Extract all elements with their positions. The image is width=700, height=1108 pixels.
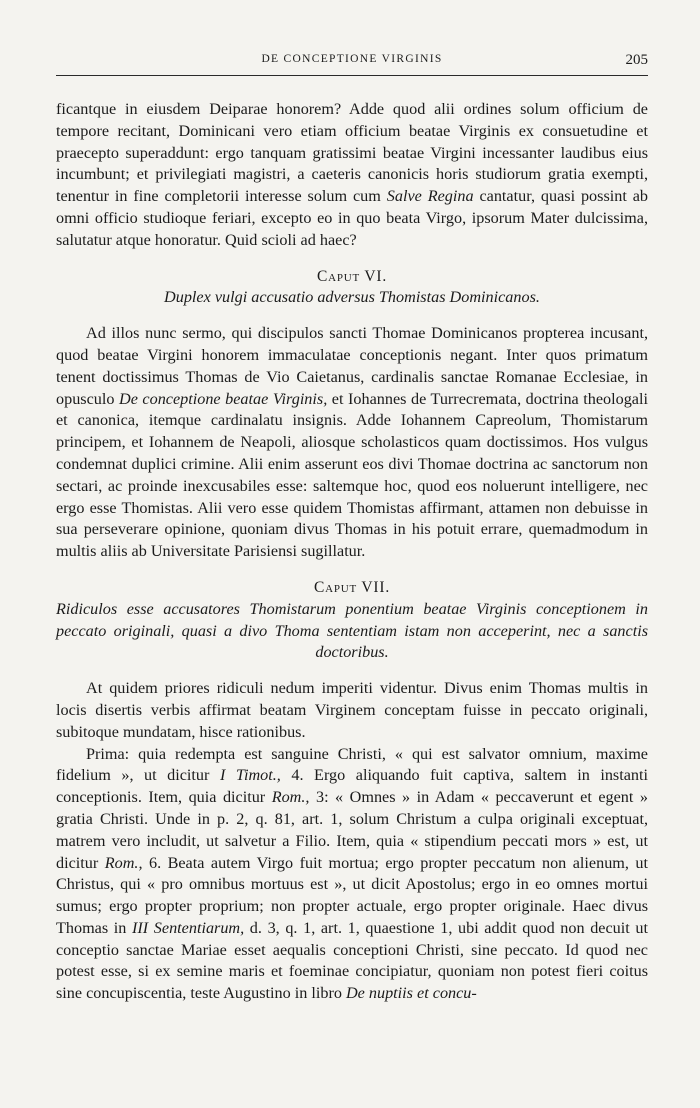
running-head xyxy=(56,52,648,74)
italic-run: Rom., xyxy=(104,853,143,872)
paragraph xyxy=(56,744,648,1006)
header-rule xyxy=(56,75,648,76)
text-run: Prima: quia redempta est sanguine Christi, « qui est salvator omnium, maxime fidelium », ut dicitur xyxy=(56,744,648,785)
italic-run: I Timot., xyxy=(219,766,281,785)
text-run: et Iohannes de Turrecremata, doctrina theologali et canonica, itemque cardinalatu insignis. Adde Iohannem Capreolum, Thomistarum principem, et Iohannem de Neapoli, aliosque scholasticos quam doctissimos. Hos vulgus condemnat duplici crimine. Alii enim asserunt eos divi Thomae doctrina ac sanctorum non sectari, ac proinde inexcusabiles esse: saltemque hoc, quod eos noluerunt intelligere, nec ergo esse Thomistas. Alii vero esse quidem Thomistas affirmant, attamen non debuisse in sua perseverare opinione, quoniam divus Thomas in his potuit errare, quemadmodum in multis aliis ab Universitate Parisiensi sugillatur. xyxy=(56,389,648,561)
text-run: 6. Beata autem Virgo fuit mortua; ergo propter peccatum non alienum, ut Christus, qui « pro omnibus mortuus est », ut dicit Apostolus; ergo in eo omnes mortui sumus; ergo propter proprium; non propter actuale, ergo propter originale. Haec divus Thomas in xyxy=(56,853,648,937)
running-title: DE CONCEPTIONE VIRGINIS xyxy=(261,53,443,65)
chapter-heading-6: Caput VI. xyxy=(316,267,388,285)
text-run: cantatur, quasi possint ab omni officio studioque feriari, excepto eo in quo beata Virgo, ipsorum Mater dulcissima, salutatur atque honoratur. Quid scioli ad haec? xyxy=(56,187,649,249)
text-run: ficantque in eiusdem Deiparae honorem? Adde quod alii ordines solum officium de tempore recitant, Dominicani vero etiam officium beatae Virginis ex consuetudine et praecepto superaddunt: ergo tanquam gratissimi beatae Virgini incessanter laudibus eius incumbunt; et privilegiati magistri, a caeteris canonicis horis studiorum gratia exempti, tenentur in fine completorii interesse solum cum xyxy=(56,100,648,206)
paragraph xyxy=(56,323,648,563)
page-number: 205 xyxy=(625,52,648,68)
text-run: Ad illos nunc sermo, qui discipulos sancti Thomae Dominicanos propterea incusant, quod beatae Virgini honorem immaculatae conceptionis negant. Inter quos primatum tenent doctissimus Thomas de Vio Caietanus, cardinalis sanctae Romanae Ecclesiae, in opusculo xyxy=(56,324,648,408)
text-run: d. 3, q. 1, art. 1, quaestione 1, ubi addit quod non decuit ut conceptio sanctae Mariae esset aequalis conceptioni Christi, sine peccato. Id quod nec potest esse, si ex semine maris et foeminae concipiatur, quoniam non potest fieri coitus sine concupiscentia, teste Augustino in libro xyxy=(56,918,648,1003)
italic-run: De conceptione beatae Virginis, xyxy=(119,389,328,408)
chapter-title-7: Ridiculos esse accusatores Thomistarum ponentium beatae Virginis conceptionem in peccato originali, quasi a divo Thoma sententiam istam non acceperint, nec a sanctis doctoribus. xyxy=(56,599,648,662)
text-run: 3: « Omnes » in Adam « peccaverunt et egent » gratia Christi. Unde in p. 2, q. 81, art. 1, solum Christum a culpa originali exceptuat, matrem vero includit, ut salvetur a Filio. Item, quia « stipendium peccati mors » est, ut dicitur xyxy=(56,788,648,872)
text-run: 4. Ergo aliquando fuit captiva, saltem in instanti conceptionis. Item, quia dicitur xyxy=(56,766,648,807)
italic-run: Rom., xyxy=(271,788,310,807)
italic-run: Salve Regina xyxy=(386,187,474,206)
chapter-title-6: Duplex vulgi accusatio adversus Thomistas Dominicanos. xyxy=(164,288,540,307)
italic-run: De nuptiis et concu- xyxy=(345,984,477,1003)
page-body xyxy=(56,99,648,1005)
italic-run: III Sententiarum, xyxy=(132,918,245,937)
paragraph-continuation xyxy=(56,99,648,252)
chapter-heading-7: Caput VII. xyxy=(313,578,391,596)
paragraph: At quidem priores ridiculi nedum imperiti videntur. Divus enim Thomas multis in locis disertis verbis affirmat beatam Virginem conceptam fuisse in peccato originali, subitoque mundatam, hisce rationibus. xyxy=(56,679,648,741)
